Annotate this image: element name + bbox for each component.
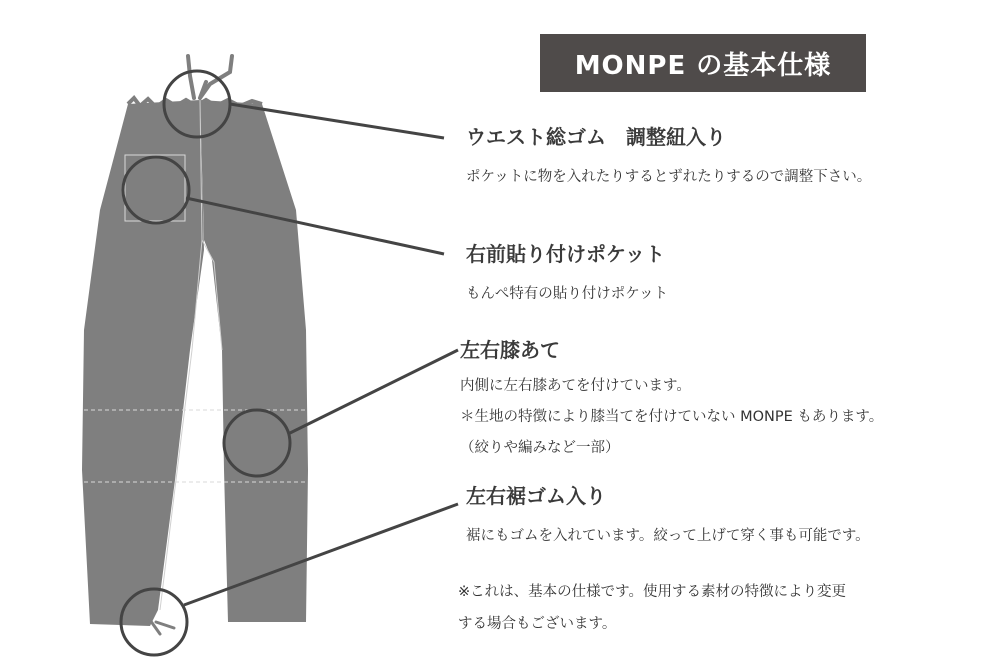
title-banner (540, 34, 866, 92)
heading-pocket: 右前貼り付けポケット (466, 242, 665, 266)
leader-line-knee (288, 350, 458, 434)
drawstring (188, 56, 232, 98)
desc-knee-line-2: ＊生地の特徴により膝当てを付けていない MONPE もあります。 (460, 409, 884, 425)
desc-knee-line-1: 内側に左右膝あてを付けています。 (460, 378, 691, 394)
desc-hem-line-1: 裾にもゴムを入れています。絞って上げて穿く事も可能です。 (466, 528, 870, 544)
leader-line-hem (184, 504, 458, 605)
desc-waist-line-1: ポケットに物を入れたりするとずれたりするので調整下さい。 (466, 169, 872, 185)
title-text: MONPE の基本仕様 (574, 50, 832, 81)
desc-knee-line-3: （絞りや編みなど一部） (460, 440, 620, 456)
heading-hem: 左右裾ゴム入り (466, 484, 606, 508)
desc-pocket-line-1: もんぺ特有の貼り付けポケット (466, 286, 668, 302)
note-line-2: する場合もございます。 (458, 616, 617, 632)
note-line-1: ※これは、基本の仕様です。使用する素材の特徴により変更 (458, 584, 846, 600)
heading-waist: ウエスト総ゴム 調整紐入り (466, 125, 726, 149)
hem-string (150, 620, 174, 634)
pants-right-leg (200, 100, 308, 622)
heading-knee: 左右膝あて (460, 338, 560, 362)
